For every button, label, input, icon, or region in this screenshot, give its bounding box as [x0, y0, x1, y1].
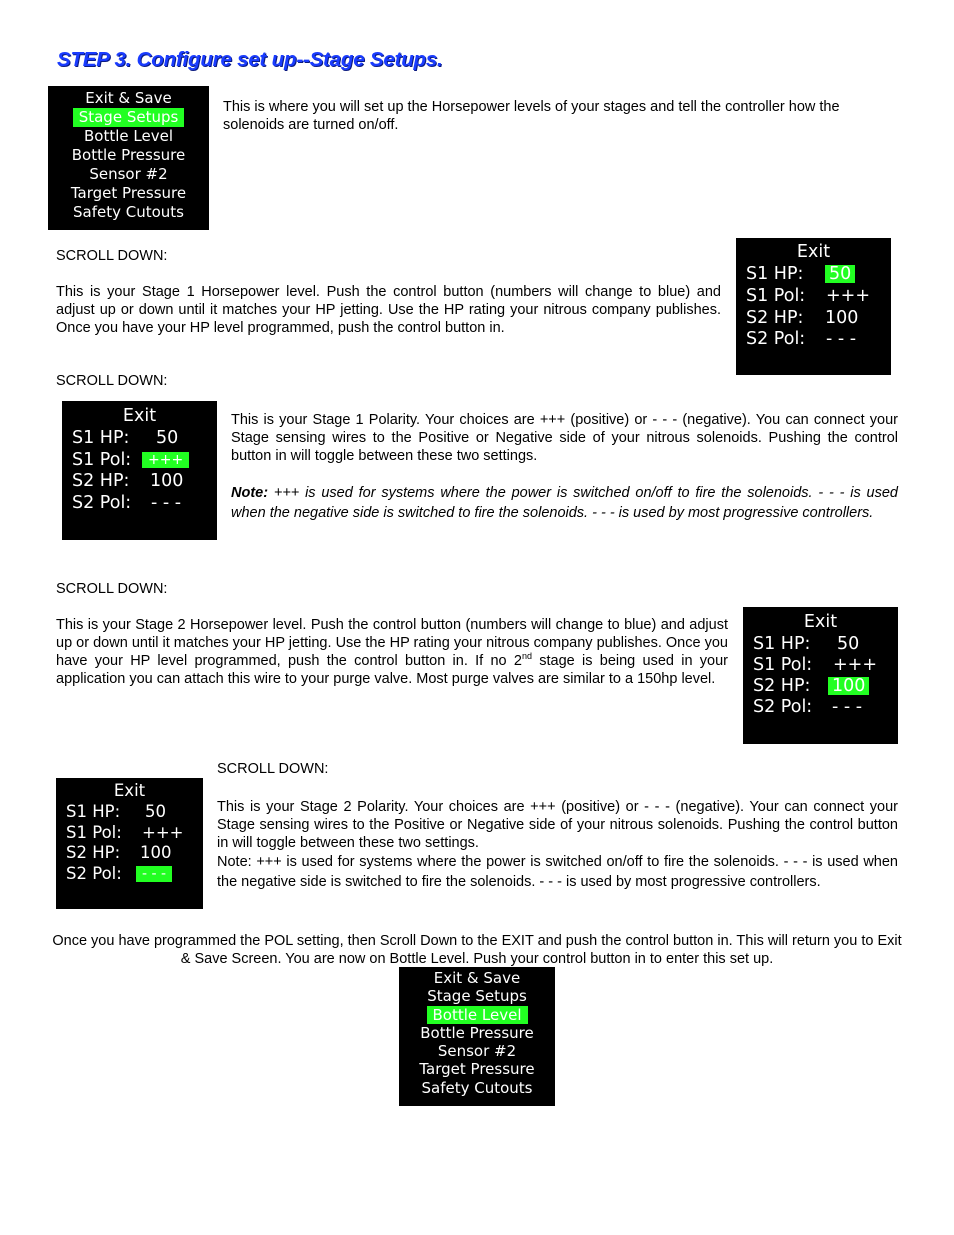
menu-item: Bottle Pressure [420, 1023, 534, 1042]
section-heading: SCROLL DOWN: [56, 248, 168, 264]
exit-label: Exit [803, 612, 838, 632]
s1-pol-value: +++ [833, 655, 877, 675]
s2-pol-value-highlighted: - - - [136, 866, 172, 882]
s1-hp-value: 50 [145, 802, 166, 821]
s1-pol-value: +++ [826, 286, 870, 306]
section-heading: SCROLL DOWN: [56, 581, 168, 597]
note-paragraph [231, 483, 898, 523]
menu-item: Bottle Level [84, 127, 173, 145]
stage-screen-s2-hp [743, 607, 898, 744]
s2-hp-value-highlighted: 100 [828, 677, 869, 695]
note-paragraph: Note: +++ is used for systems where the power is switched on/off to fire the solenoids. - - - is used when the negative side is switched to fire the solenoids. - - - is used by most progressive controllers. [217, 854, 898, 890]
exit-label: Exit [113, 781, 146, 800]
s2-pol-label: S2 Pol: [746, 329, 806, 349]
s2-hp-label: S2 HP: [753, 676, 811, 696]
superscript: nd [521, 651, 532, 662]
menu-item-highlighted: Bottle Level [427, 1006, 528, 1024]
stage-screen-s2-pol [56, 778, 203, 909]
s1-hp-label: S1 HP: [753, 634, 811, 654]
s1-pol-label: S1 Pol: [66, 823, 122, 842]
section-text [231, 411, 898, 523]
s1-hp-label: S1 HP: [746, 264, 804, 284]
section-heading: SCROLL DOWN: [56, 373, 168, 389]
s1-pol-label: S1 Pol: [753, 655, 813, 675]
note-text: +++ is used for systems where the power is switched on/off to fire the solenoids. - - - is used when the negative side is switched to fire the solenoids. - - - is used by most progressive controllers. [231, 485, 898, 521]
s2-pol-value: - - - [151, 493, 182, 513]
stage-screen-s1-pol [62, 401, 217, 540]
menu-item: Exit & Save [85, 89, 172, 107]
s2-pol-label: S2 Pol: [72, 493, 132, 513]
menu-screen-stage-setups [48, 86, 209, 230]
stage-screen-s1-hp [736, 238, 891, 375]
s1-pol-value: +++ [142, 823, 184, 842]
section-paragraph: This is your Stage 1 Polarity. Your choices are +++ (positive) or - - - (negative). You can connect your Stage sensing wires to the Positive or Negative side of your nitrous solenoids. Pushing the control button in will toggle between these two settings. [231, 412, 898, 464]
exit-label: Exit [796, 242, 831, 262]
s1-hp-label: S1 HP: [72, 428, 130, 448]
section-text-b: stage is being used in your application you can attach this wire to your purge valve. Most purge valves are similar to a 150hp level. [56, 653, 729, 687]
s2-pol-label: S2 Pol: [753, 697, 813, 717]
section-text-a: This is your Stage 2 Horsepower level. Push the control button (numbers will change to blue) and adjust up or down until it matches your HP jetting. Use the HP rating your nitrous company publishes. Once you have your HP level programmed, push the control button in. If no 2 [56, 617, 728, 669]
s2-hp-value: 100 [140, 843, 172, 862]
s1-hp-value: 50 [837, 634, 860, 654]
s2-hp-value: 100 [825, 308, 859, 328]
exit-label: Exit [122, 406, 157, 426]
s2-pol-label: S2 Pol: [66, 864, 122, 883]
closing-text: Once you have programmed the POL setting, then Scroll Down to the EXIT and push the control button in. This will return you to Exit & Save Screen. You are now on Bottle Level. Push your control button in to enter this set up. [52, 933, 902, 967]
menu-screen-bottle-level [399, 967, 555, 1106]
section-text: This is your Stage 1 Horsepower level. Push the control button (numbers will change to blue) and adjust up or down until it matches your HP jetting. Use the HP rating your nitrous company publishes. Once you have your HP level programmed, push the control button in. [56, 284, 721, 336]
s1-hp-value-highlighted: 50 [825, 265, 855, 283]
menu-item: Safety Cutouts [421, 1078, 533, 1097]
note-label: Note: [231, 485, 269, 501]
s1-pol-value-highlighted: +++ [142, 452, 189, 468]
s2-hp-label: S2 HP: [72, 471, 130, 491]
menu-item: Target Pressure [419, 1060, 535, 1079]
s1-hp-label: S1 HP: [66, 802, 121, 821]
menu-item: Sensor #2 [437, 1042, 517, 1061]
menu-item-highlighted: Stage Setups [73, 108, 185, 127]
menu-item: Stage Setups [427, 987, 527, 1006]
section-paragraph: This is your Stage 2 Polarity. Your choices are +++ (positive) or - - - (negative). Your can connect your Stage sensing wires to the Positive or Negative side of your nitrous solenoids. Pushing the control button in will toggle between these two settings. [217, 799, 898, 851]
s2-hp-label: S2 HP: [746, 308, 804, 328]
section-text [217, 798, 898, 892]
s1-pol-label: S1 Pol: [746, 286, 806, 306]
s1-pol-label: S1 Pol: [72, 450, 132, 470]
menu-item: Sensor #2 [89, 165, 168, 183]
s1-hp-value: 50 [156, 428, 179, 448]
section-text [56, 616, 728, 688]
s2-hp-label: S2 HP: [66, 843, 121, 862]
s2-pol-value: - - - [832, 697, 863, 717]
s2-pol-value: - - - [826, 329, 857, 349]
menu-item: Safety Cutouts [73, 203, 184, 221]
section-heading: SCROLL DOWN: [217, 761, 329, 777]
menu-item: Target Pressure [70, 184, 187, 202]
s2-hp-value: 100 [150, 471, 184, 491]
menu-item: Exit & Save [433, 969, 521, 987]
menu-item: Bottle Pressure [71, 146, 186, 164]
page-title: STEP 3. Configure set up--Stage Setups. [57, 48, 443, 71]
intro-text: This is where you will set up the Horsepower levels of your stages and tell the controller how the solenoids are turned on/off. [223, 99, 840, 133]
